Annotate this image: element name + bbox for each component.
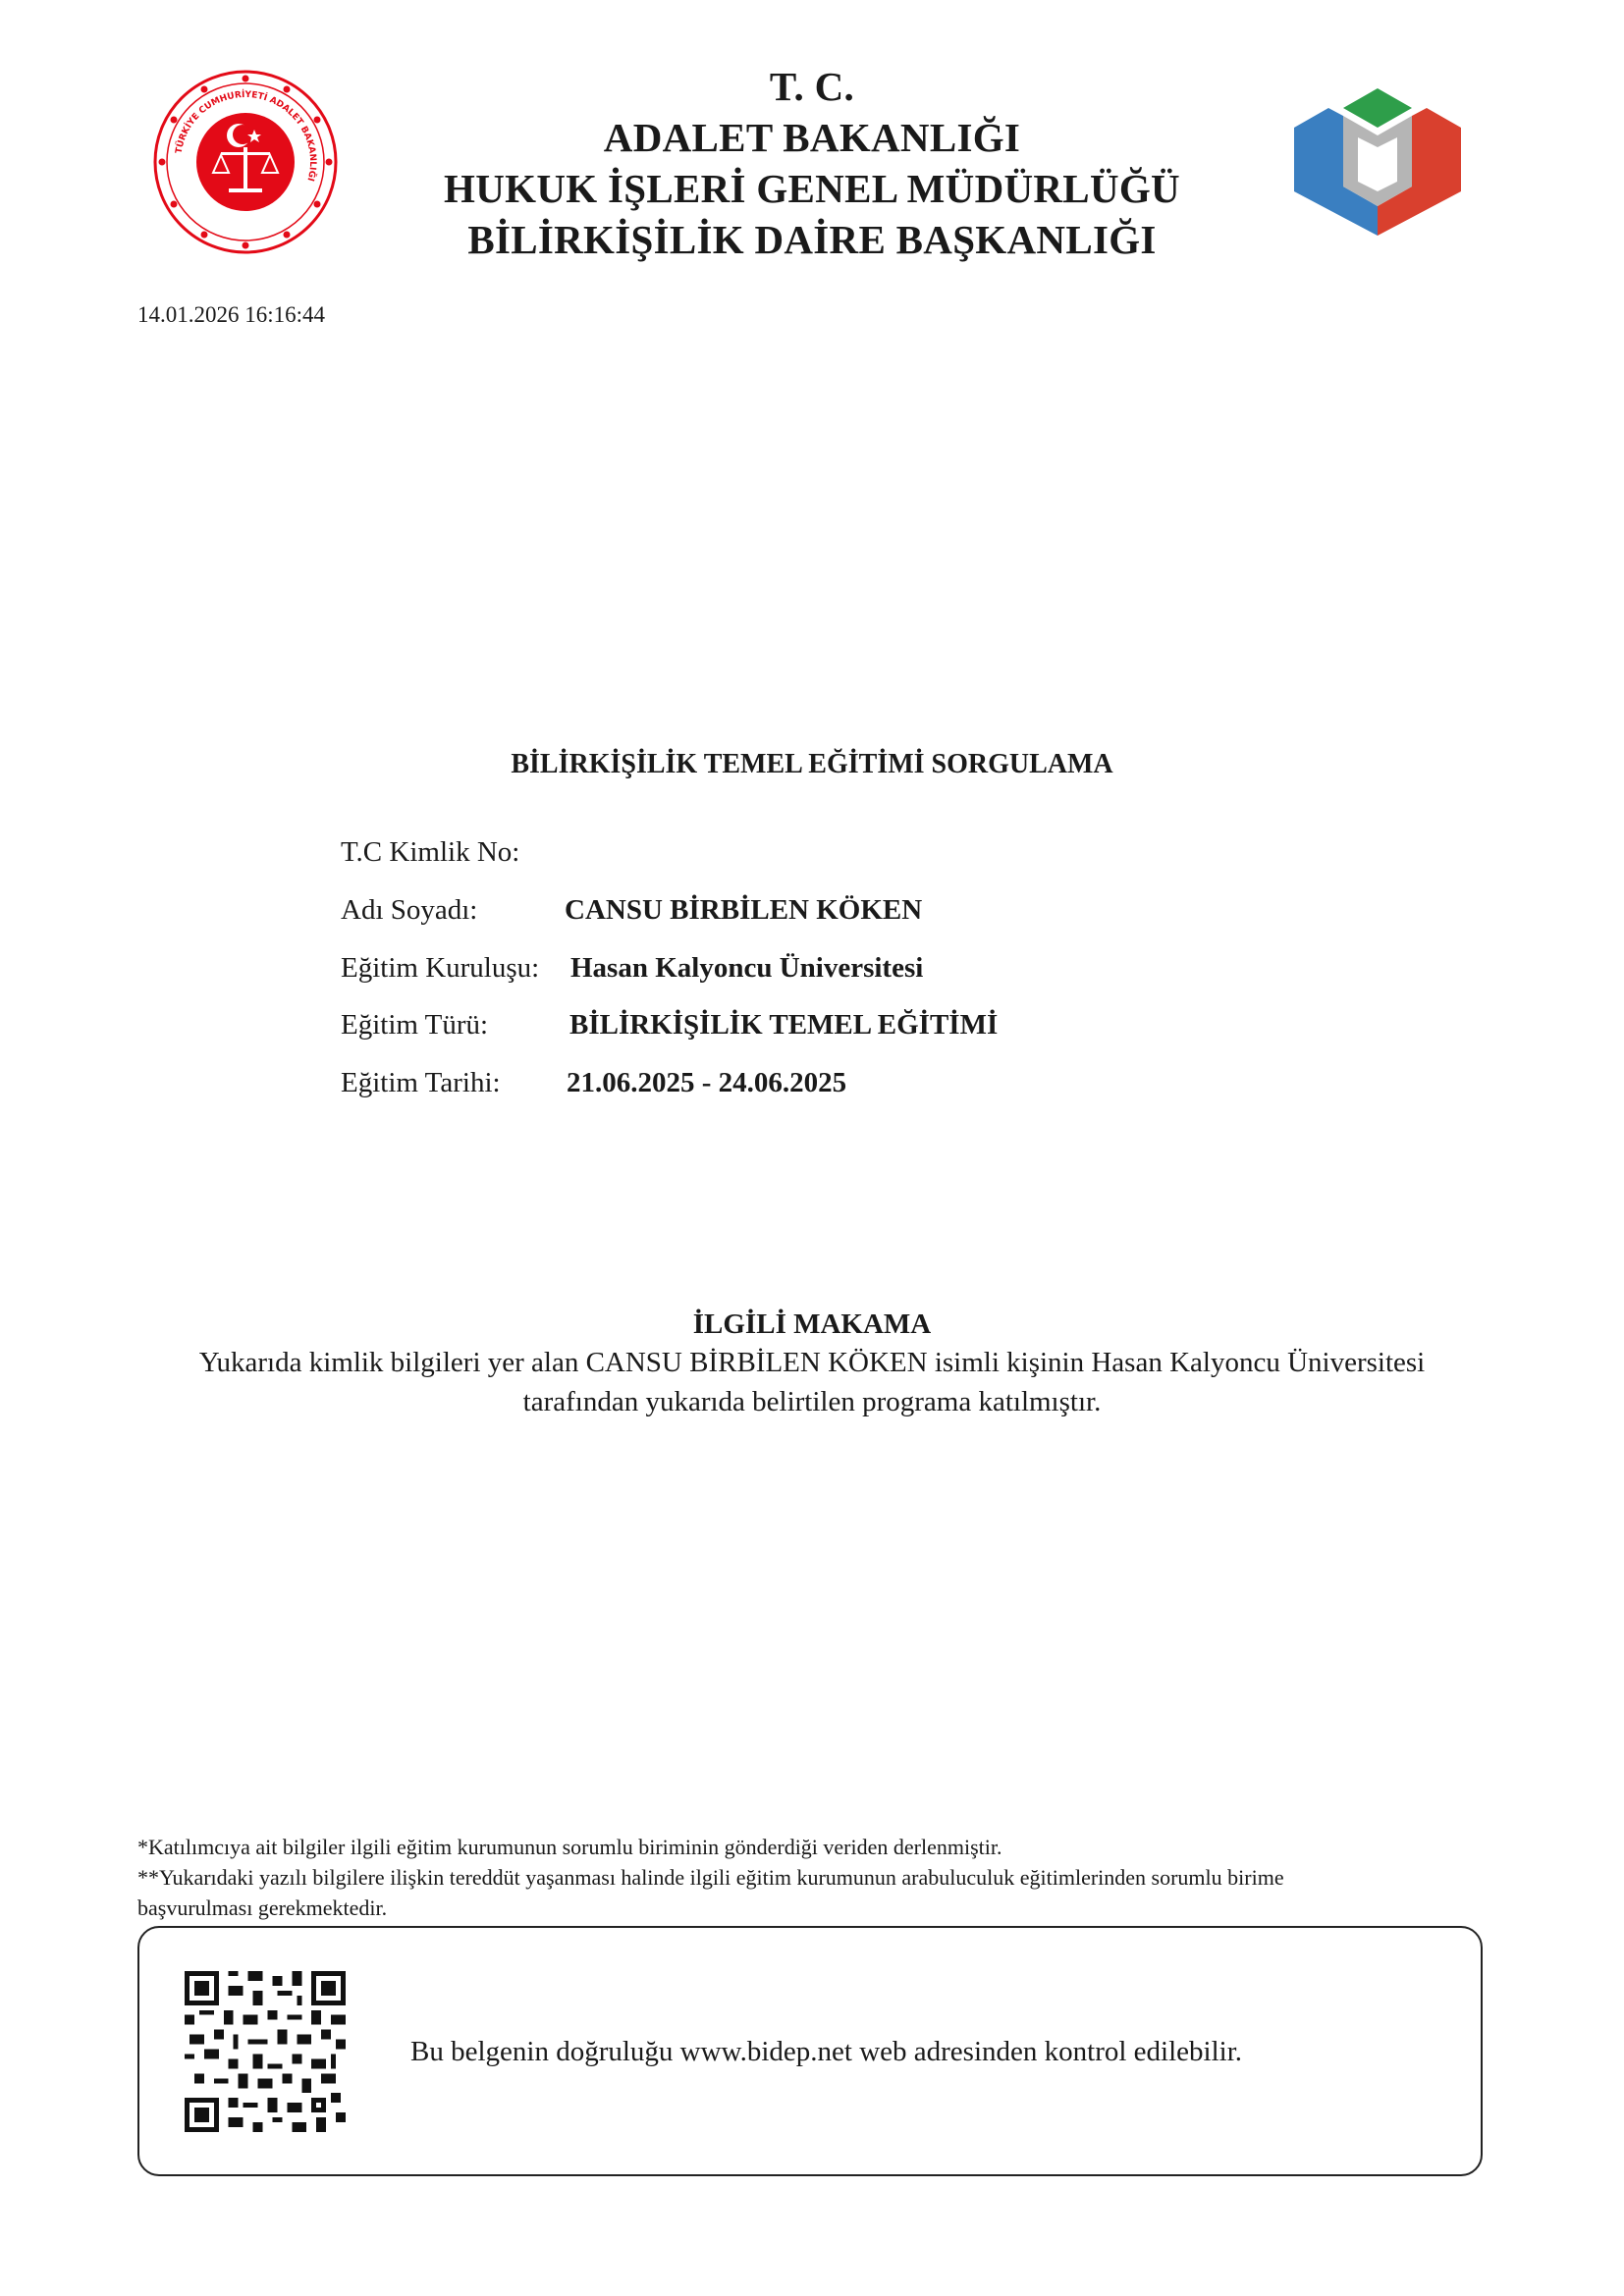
footnote-3: başvurulması gerekmektedir. <box>137 1896 388 1920</box>
header-line-department: BİLİRKİŞİLİK DAİRE BAŞKANLIĞI <box>467 217 1157 262</box>
egitim-kurulusu-value: Hasan Kalyoncu Üniversitesi <box>570 952 924 984</box>
qr-code-icon[interactable] <box>185 1971 346 2132</box>
makama-line-1: Yukarıda kimlik bilgileri yer alan CANSU BİRBİLEN KÖKEN isimli kişinin Hasan Kalyoncu Üniversitesi <box>198 1347 1426 1378</box>
header-line-ministry: ADALET BAKANLIĞI <box>603 115 1021 160</box>
header-line-directorate: HUKUK İŞLERİ GENEL MÜDÜRLÜĞÜ <box>444 166 1180 211</box>
verification-text: Bu belgenin doğruluğu www.bidep.net web adresinden kontrol edilebilir. <box>410 2036 1243 2067</box>
footnote-1: *Katılımcıya ait bilgiler ilgili eğitim kurumunun sorumlu biriminin gönderdiği veriden derlenmiştir. <box>137 1835 1002 1859</box>
makama-body <box>98 1343 1526 1421</box>
footnote-2: **Yukarıdaki yazılı bilgilere ilişkin tereddüt yaşanması halinde ilgili eğitim kurumunun arabuluculuk eğitimlerinden sorumlu birime <box>137 1865 1284 1890</box>
header-line-tc: T. C. <box>769 64 855 109</box>
adi-soyadi-value: CANSU BİRBİLEN KÖKEN <box>565 894 923 926</box>
bilirkisilik-hexagon-logo-icon <box>1284 88 1471 236</box>
egitim-tarihi-value: 21.06.2025 - 24.06.2025 <box>567 1067 847 1098</box>
adi-soyadi-label: Adı Soyadı: <box>341 894 478 926</box>
makama-line-2: tarafından yukarıda belirtilen programa katılmıştır. <box>522 1386 1102 1417</box>
print-timestamp: 14.01.2026 16:16:44 <box>137 302 326 327</box>
tc-kimlik-no-label: T.C Kimlik No: <box>341 836 520 868</box>
svg-text:TÜRKİYE CUMHURİYETİ ADALET BAK: TÜRKİYE CUMHURİYETİ ADALET BAKANLIĞI <box>174 89 318 183</box>
egitim-tarihi-label: Eğitim Tarihi: <box>341 1067 501 1098</box>
egitim-turu-label: Eğitim Türü: <box>341 1009 489 1041</box>
egitim-turu-value: BİLİRKİŞİLİK TEMEL EĞİTİMİ <box>569 1009 999 1041</box>
egitim-kurulusu-label: Eğitim Kuruluşu: <box>341 952 540 984</box>
makama-title: İLGİLİ MAKAMA <box>692 1308 932 1340</box>
section-title: BİLİRKİŞİLİK TEMEL EĞİTİMİ SORGULAMA <box>511 749 1113 779</box>
